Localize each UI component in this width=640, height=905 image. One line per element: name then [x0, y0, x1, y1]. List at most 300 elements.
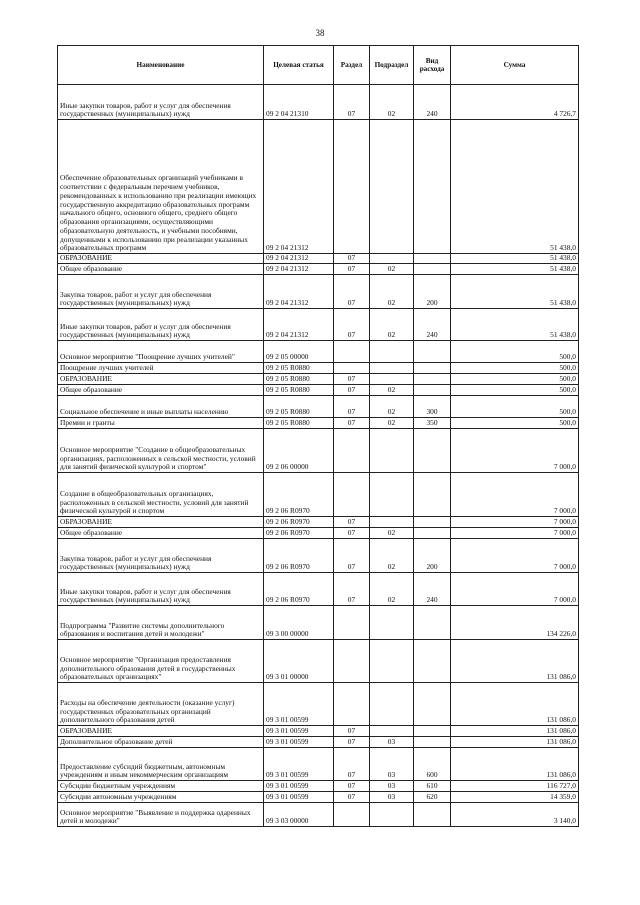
- row-amount: [451, 363, 579, 374]
- row-section-text: 07: [347, 298, 356, 308]
- table-row: [58, 264, 579, 275]
- row-expense-type-text: 620: [426, 792, 438, 802]
- row-amount-text: 7 000,0: [553, 528, 576, 538]
- row-section: [334, 341, 370, 363]
- row-name-text: Дополнительное образование детей: [60, 737, 173, 747]
- table-row: [58, 726, 579, 737]
- row-amount-text: 500,0: [559, 407, 576, 417]
- row-section: [334, 396, 370, 418]
- row-code-text: 09 2 05 00000: [266, 352, 309, 362]
- row-name: [58, 429, 264, 473]
- row-code: [264, 309, 334, 341]
- row-expense-type: [414, 726, 451, 737]
- row-expense-type: [414, 683, 451, 726]
- row-name-text: Закупка товаров, работ и услуг для обеспечения государственных (муниципальных) нужд: [60, 553, 212, 572]
- row-section: [334, 792, 370, 803]
- row-section: [334, 85, 370, 120]
- row-name-text: Общее образование: [60, 264, 123, 274]
- table-row: [58, 748, 579, 781]
- row-amount-text: 51 438,0: [550, 253, 576, 263]
- row-name: [58, 737, 264, 748]
- row-amount-text: 131 086,0: [546, 726, 576, 736]
- row-subsection-text: 03: [387, 792, 396, 802]
- row-code: [264, 573, 334, 606]
- row-section-text: 07: [347, 595, 356, 605]
- row-name: [58, 573, 264, 606]
- row-section-text: 07: [347, 330, 356, 340]
- row-section-text: 07: [347, 264, 356, 274]
- row-expense-type: [414, 792, 451, 803]
- row-subsection-text: 03: [387, 781, 396, 791]
- row-name: [58, 120, 264, 254]
- row-code: [264, 726, 334, 737]
- row-code: [264, 385, 334, 396]
- row-section: [334, 309, 370, 341]
- row-name-text: Общее образование: [60, 528, 123, 538]
- row-expense-type: [414, 737, 451, 748]
- row-amount: [451, 792, 579, 803]
- row-expense-type: [414, 418, 451, 429]
- row-expense-type: [414, 254, 451, 264]
- row-amount: [451, 726, 579, 737]
- row-code-text: 09 3 01 00599: [266, 770, 309, 780]
- row-subsection: [370, 385, 414, 396]
- row-expense-type: [414, 539, 451, 573]
- table-row: [58, 473, 579, 517]
- table-row: [58, 85, 579, 120]
- row-code: [264, 120, 334, 254]
- row-subsection-text: 02: [387, 298, 396, 308]
- row-name: [58, 683, 264, 726]
- row-name-text: Основное мероприятие "Выявление и поддержка одаренных детей и молодежи": [60, 807, 251, 826]
- row-subsection-text: 02: [387, 264, 396, 274]
- row-section-text: 07: [347, 737, 356, 747]
- row-subsection-text: 02: [387, 595, 396, 605]
- row-subsection: [370, 528, 414, 539]
- row-name-text: Иные закупки товаров, работ и услуг для обеспечения государственных (муниципальных) нужд: [60, 321, 231, 340]
- row-name-text: Основное мероприятие "Поощрение лучших учителей": [60, 352, 235, 362]
- row-section: [334, 473, 370, 517]
- row-expense-type-text: 200: [426, 562, 438, 572]
- table-row: [58, 275, 579, 309]
- row-name: [58, 748, 264, 781]
- row-amount-text: 116 727,0: [546, 781, 576, 791]
- header-subsection: Подраздел: [370, 46, 414, 85]
- row-amount: [451, 341, 579, 363]
- row-section: [334, 385, 370, 396]
- row-amount: [451, 473, 579, 517]
- row-code-text: 09 2 06 R0970: [266, 528, 310, 538]
- row-name: [58, 792, 264, 803]
- row-amount-text: 7 000,0: [553, 506, 576, 516]
- row-amount-text: 131 086,0: [546, 672, 576, 682]
- row-subsection: [370, 341, 414, 363]
- row-section: [334, 803, 370, 827]
- row-expense-type-text: 240: [426, 595, 438, 605]
- row-code-text: 09 2 05 R0880: [266, 385, 310, 395]
- row-code-text: 09 2 06 R0970: [266, 517, 310, 527]
- row-subsection: [370, 396, 414, 418]
- row-name: [58, 781, 264, 792]
- row-code-text: 09 2 04 21310: [266, 109, 309, 119]
- row-expense-type-text: 600: [426, 770, 438, 780]
- row-amount: [451, 264, 579, 275]
- row-code: [264, 363, 334, 374]
- table-row: [58, 792, 579, 803]
- row-subsection-text: 02: [387, 330, 396, 340]
- row-amount: [451, 120, 579, 254]
- row-amount-text: 500,0: [559, 418, 576, 428]
- table-row: [58, 539, 579, 573]
- row-amount-text: 3 140,0: [553, 816, 576, 826]
- row-name: [58, 473, 264, 517]
- row-section-text: 07: [347, 562, 356, 572]
- row-amount: [451, 85, 579, 120]
- row-amount-text: 7 000,0: [553, 595, 576, 605]
- header-expense-type: Вид расхода: [414, 46, 451, 85]
- row-code: [264, 606, 334, 640]
- row-section: [334, 737, 370, 748]
- row-section: [334, 781, 370, 792]
- row-name-text: Создание в общеобразовательных организациях, расположенных в сельской местности, условий для занятий физической культурой и спортом: [60, 488, 249, 516]
- row-code-text: 09 2 05 R0880: [266, 418, 310, 428]
- header-amount: Сумма: [451, 46, 579, 85]
- row-code-text: 09 2 04 21312: [266, 243, 309, 253]
- row-section: [334, 429, 370, 473]
- row-name-text: Основное мероприятие "Создание в общеобразовательных организациях, расположенных в сельской местности, условий для занятий физической культурой и спортом": [60, 444, 256, 472]
- row-code-text: 09 3 01 00599: [266, 792, 309, 802]
- row-section-text: 07: [347, 528, 356, 538]
- row-section-text: 07: [347, 770, 356, 780]
- row-code: [264, 341, 334, 363]
- row-subsection: [370, 120, 414, 254]
- row-code-text: 09 2 04 21312: [266, 298, 309, 308]
- row-name-text: ОБРАЗОВАНИЕ: [60, 726, 112, 736]
- row-amount-text: 134 226,0: [546, 629, 576, 639]
- row-name-text: Премии и гранты: [60, 418, 115, 428]
- row-subsection: [370, 803, 414, 827]
- row-section: [334, 539, 370, 573]
- row-amount-text: 500,0: [559, 385, 576, 395]
- row-code-text: 09 3 01 00599: [266, 781, 309, 791]
- row-code-text: 09 3 01 00599: [266, 715, 309, 725]
- row-subsection-text: 02: [387, 385, 396, 395]
- row-section-text: 07: [347, 781, 356, 791]
- row-code-text: 09 2 06 R0970: [266, 562, 310, 572]
- row-name: [58, 254, 264, 264]
- row-code: [264, 418, 334, 429]
- table-row: [58, 385, 579, 396]
- row-expense-type: [414, 473, 451, 517]
- row-amount-text: 131 086,0: [546, 715, 576, 725]
- row-expense-type-text: 240: [426, 330, 438, 340]
- row-expense-type-text: 350: [426, 418, 438, 428]
- row-name: [58, 528, 264, 539]
- row-subsection: [370, 683, 414, 726]
- row-expense-type: [414, 363, 451, 374]
- row-name: [58, 803, 264, 827]
- row-name: [58, 341, 264, 363]
- row-section: [334, 517, 370, 528]
- row-amount: [451, 539, 579, 573]
- row-name-text: Обеспечение образовательных организаций учебниками в соответствии с федеральным перечнем учебников, рекомендованных к использованию при реализации имеющих государственную аккредитацию образовательных программ начального общего, основного общего, среднего общего образования организациями, осуществляющими образовательную деятельность, и учебными пособиями, допущенными к использованию при реализации указанных образовательных программ: [60, 173, 257, 253]
- table-row: [58, 396, 579, 418]
- table-row: [58, 363, 579, 374]
- row-expense-type: [414, 309, 451, 341]
- row-subsection: [370, 781, 414, 792]
- row-amount-text: 7 000,0: [553, 517, 576, 527]
- row-code: [264, 803, 334, 827]
- row-section-text: 07: [347, 407, 356, 417]
- row-code: [264, 517, 334, 528]
- row-section-text: 07: [347, 792, 356, 802]
- row-name-text: Расходы на обеспечение деятельности (оказание услуг) государственных образовательных организаций дополнительного образования детей: [60, 697, 235, 725]
- row-amount-text: 51 438,0: [550, 264, 576, 274]
- table-row: [58, 683, 579, 726]
- row-expense-type: [414, 640, 451, 683]
- table-row: [58, 606, 579, 640]
- table-row: [58, 418, 579, 429]
- page-number: 38: [315, 28, 325, 38]
- row-name-text: Подпрограмма "Развитие системы дополнительного образования и воспитания детей и молодежи": [60, 620, 225, 639]
- row-expense-type-text: 300: [426, 407, 438, 417]
- row-amount: [451, 275, 579, 309]
- row-amount: [451, 309, 579, 341]
- row-subsection: [370, 640, 414, 683]
- row-name-text: Субсидии бюджетным учреждениям: [60, 781, 176, 791]
- row-expense-type: [414, 341, 451, 363]
- row-name: [58, 640, 264, 683]
- row-name: [58, 385, 264, 396]
- row-name: [58, 85, 264, 120]
- row-expense-type: [414, 275, 451, 309]
- row-subsection: [370, 539, 414, 573]
- row-amount: [451, 254, 579, 264]
- row-subsection: [370, 254, 414, 264]
- row-section-text: 07: [347, 517, 356, 527]
- row-code: [264, 781, 334, 792]
- row-section: [334, 254, 370, 264]
- row-code: [264, 528, 334, 539]
- row-subsection: [370, 275, 414, 309]
- row-expense-type: [414, 120, 451, 254]
- row-name-text: Поощрение лучших учителей: [60, 363, 154, 373]
- row-amount-text: 131 086,0: [546, 770, 576, 780]
- row-code: [264, 737, 334, 748]
- row-subsection: [370, 374, 414, 385]
- row-amount: [451, 429, 579, 473]
- row-expense-type: [414, 573, 451, 606]
- row-subsection-text: 02: [387, 109, 396, 119]
- row-amount-text: 4 726,7: [553, 109, 576, 119]
- row-code: [264, 374, 334, 385]
- row-subsection: [370, 473, 414, 517]
- row-name-text: Общее образование: [60, 385, 123, 395]
- row-code: [264, 429, 334, 473]
- row-name: [58, 517, 264, 528]
- row-section: [334, 683, 370, 726]
- row-subsection: [370, 573, 414, 606]
- row-expense-type: [414, 606, 451, 640]
- row-name: [58, 539, 264, 573]
- row-expense-type-text: 240: [426, 109, 438, 119]
- row-expense-type: [414, 803, 451, 827]
- row-code-text: 09 2 04 21312: [266, 253, 309, 263]
- row-amount: [451, 606, 579, 640]
- table-row: [58, 528, 579, 539]
- table-row: [58, 517, 579, 528]
- row-code: [264, 748, 334, 781]
- row-code-text: 09 2 04 21312: [266, 264, 309, 274]
- row-amount-text: 7 000,0: [553, 562, 576, 572]
- row-expense-type: [414, 264, 451, 275]
- row-subsection-text: 02: [387, 418, 396, 428]
- row-code-text: 09 2 06 R0970: [266, 595, 310, 605]
- row-subsection-text: 02: [387, 562, 396, 572]
- row-amount-text: 500,0: [559, 352, 576, 362]
- row-amount-text: 51 438,0: [550, 243, 576, 253]
- row-name: [58, 264, 264, 275]
- row-subsection: [370, 85, 414, 120]
- row-subsection: [370, 429, 414, 473]
- row-name: [58, 374, 264, 385]
- row-section: [334, 374, 370, 385]
- row-code: [264, 473, 334, 517]
- row-name-text: ОБРАЗОВАНИЕ: [60, 517, 112, 527]
- row-amount: [451, 418, 579, 429]
- row-name: [58, 396, 264, 418]
- row-amount: [451, 748, 579, 781]
- budget-table: [57, 45, 579, 827]
- row-section: [334, 726, 370, 737]
- row-section: [334, 363, 370, 374]
- row-subsection: [370, 309, 414, 341]
- table-row: [58, 309, 579, 341]
- row-section-text: 07: [347, 385, 356, 395]
- row-section: [334, 528, 370, 539]
- row-code: [264, 264, 334, 275]
- row-section: [334, 264, 370, 275]
- table-row: [58, 573, 579, 606]
- row-amount-text: 51 438,0: [550, 330, 576, 340]
- row-name-text: ОБРАЗОВАНИЕ: [60, 374, 112, 384]
- row-amount: [451, 803, 579, 827]
- row-name-text: Субсидии автономным учреждениям: [60, 792, 177, 802]
- row-subsection: [370, 737, 414, 748]
- row-code-text: 09 2 06 00000: [266, 462, 309, 472]
- row-code-text: 09 2 06 R0970: [266, 506, 310, 516]
- row-expense-type: [414, 374, 451, 385]
- row-amount: [451, 528, 579, 539]
- row-name: [58, 726, 264, 737]
- row-code-text: 09 2 05 R0880: [266, 363, 310, 373]
- row-code-text: 09 3 00 00000: [266, 629, 309, 639]
- row-code: [264, 275, 334, 309]
- row-code-text: 09 3 01 00000: [266, 672, 309, 682]
- table-row: [58, 120, 579, 254]
- row-amount: [451, 385, 579, 396]
- row-subsection-text: 02: [387, 407, 396, 417]
- row-name-text: ОБРАЗОВАНИЕ: [60, 253, 112, 263]
- row-amount-text: 14 359,0: [550, 792, 576, 802]
- table-row: [58, 341, 579, 363]
- row-code-text: 09 3 01 00599: [266, 737, 309, 747]
- header-code: Целевая статья: [264, 46, 334, 85]
- row-amount-text: 51 438,0: [550, 298, 576, 308]
- row-code: [264, 539, 334, 573]
- row-code-text: 09 2 05 R0880: [266, 374, 310, 384]
- table-row: [58, 640, 579, 683]
- row-amount-text: 500,0: [559, 374, 576, 384]
- row-expense-type-text: 610: [426, 781, 438, 791]
- row-amount-text: 131 086,0: [546, 737, 576, 747]
- row-subsection-text: 02: [387, 528, 396, 538]
- row-name: [58, 418, 264, 429]
- row-section-text: 07: [347, 109, 356, 119]
- row-expense-type: [414, 429, 451, 473]
- row-amount: [451, 517, 579, 528]
- row-amount: [451, 640, 579, 683]
- row-expense-type: [414, 781, 451, 792]
- row-name: [58, 606, 264, 640]
- row-code-text: 09 3 01 00599: [266, 726, 309, 736]
- table-header-row: [58, 46, 579, 85]
- row-name-text: Предоставление субсидий бюджетным, автономным учреждениям и иным некоммерческим организациям: [60, 761, 229, 780]
- row-expense-type-text: 200: [426, 298, 438, 308]
- table-body: [58, 85, 579, 827]
- row-expense-type: [414, 748, 451, 781]
- row-amount: [451, 683, 579, 726]
- row-section: [334, 606, 370, 640]
- row-name-text: Иные закупки товаров, работ и услуг для обеспечения государственных (муниципальных) нужд: [60, 586, 231, 605]
- table-row: [58, 737, 579, 748]
- row-section: [334, 418, 370, 429]
- row-section: [334, 275, 370, 309]
- row-subsection: [370, 264, 414, 275]
- header-section: Раздел: [334, 46, 370, 85]
- row-expense-type: [414, 517, 451, 528]
- table-row: [58, 781, 579, 792]
- row-code-text: 09 2 04 21312: [266, 330, 309, 340]
- table-row: [58, 374, 579, 385]
- row-section: [334, 120, 370, 254]
- row-subsection: [370, 726, 414, 737]
- row-subsection: [370, 748, 414, 781]
- row-section-text: 07: [347, 726, 356, 736]
- row-section: [334, 573, 370, 606]
- row-name: [58, 309, 264, 341]
- row-subsection: [370, 418, 414, 429]
- row-amount: [451, 573, 579, 606]
- row-amount-text: 7 000,0: [553, 462, 576, 472]
- row-code: [264, 85, 334, 120]
- table-row: [58, 429, 579, 473]
- row-name: [58, 275, 264, 309]
- table-row: [58, 803, 579, 827]
- row-name-text: Социальное обеспечение и иные выплаты населению: [60, 407, 229, 417]
- row-amount: [451, 374, 579, 385]
- row-section: [334, 640, 370, 683]
- row-name-text: Основное мероприятие "Организация предоставления дополнительного образования детей в государственных образовательных организациях": [60, 654, 236, 682]
- row-subsection-text: 03: [387, 770, 396, 780]
- row-amount: [451, 781, 579, 792]
- row-expense-type: [414, 528, 451, 539]
- row-expense-type: [414, 85, 451, 120]
- row-code-text: 09 2 05 R0880: [266, 407, 310, 417]
- row-subsection: [370, 792, 414, 803]
- row-amount-text: 500,0: [559, 363, 576, 373]
- row-name-text: Иные закупки товаров, работ и услуг для обеспечения государственных (муниципальных) нужд: [60, 100, 231, 119]
